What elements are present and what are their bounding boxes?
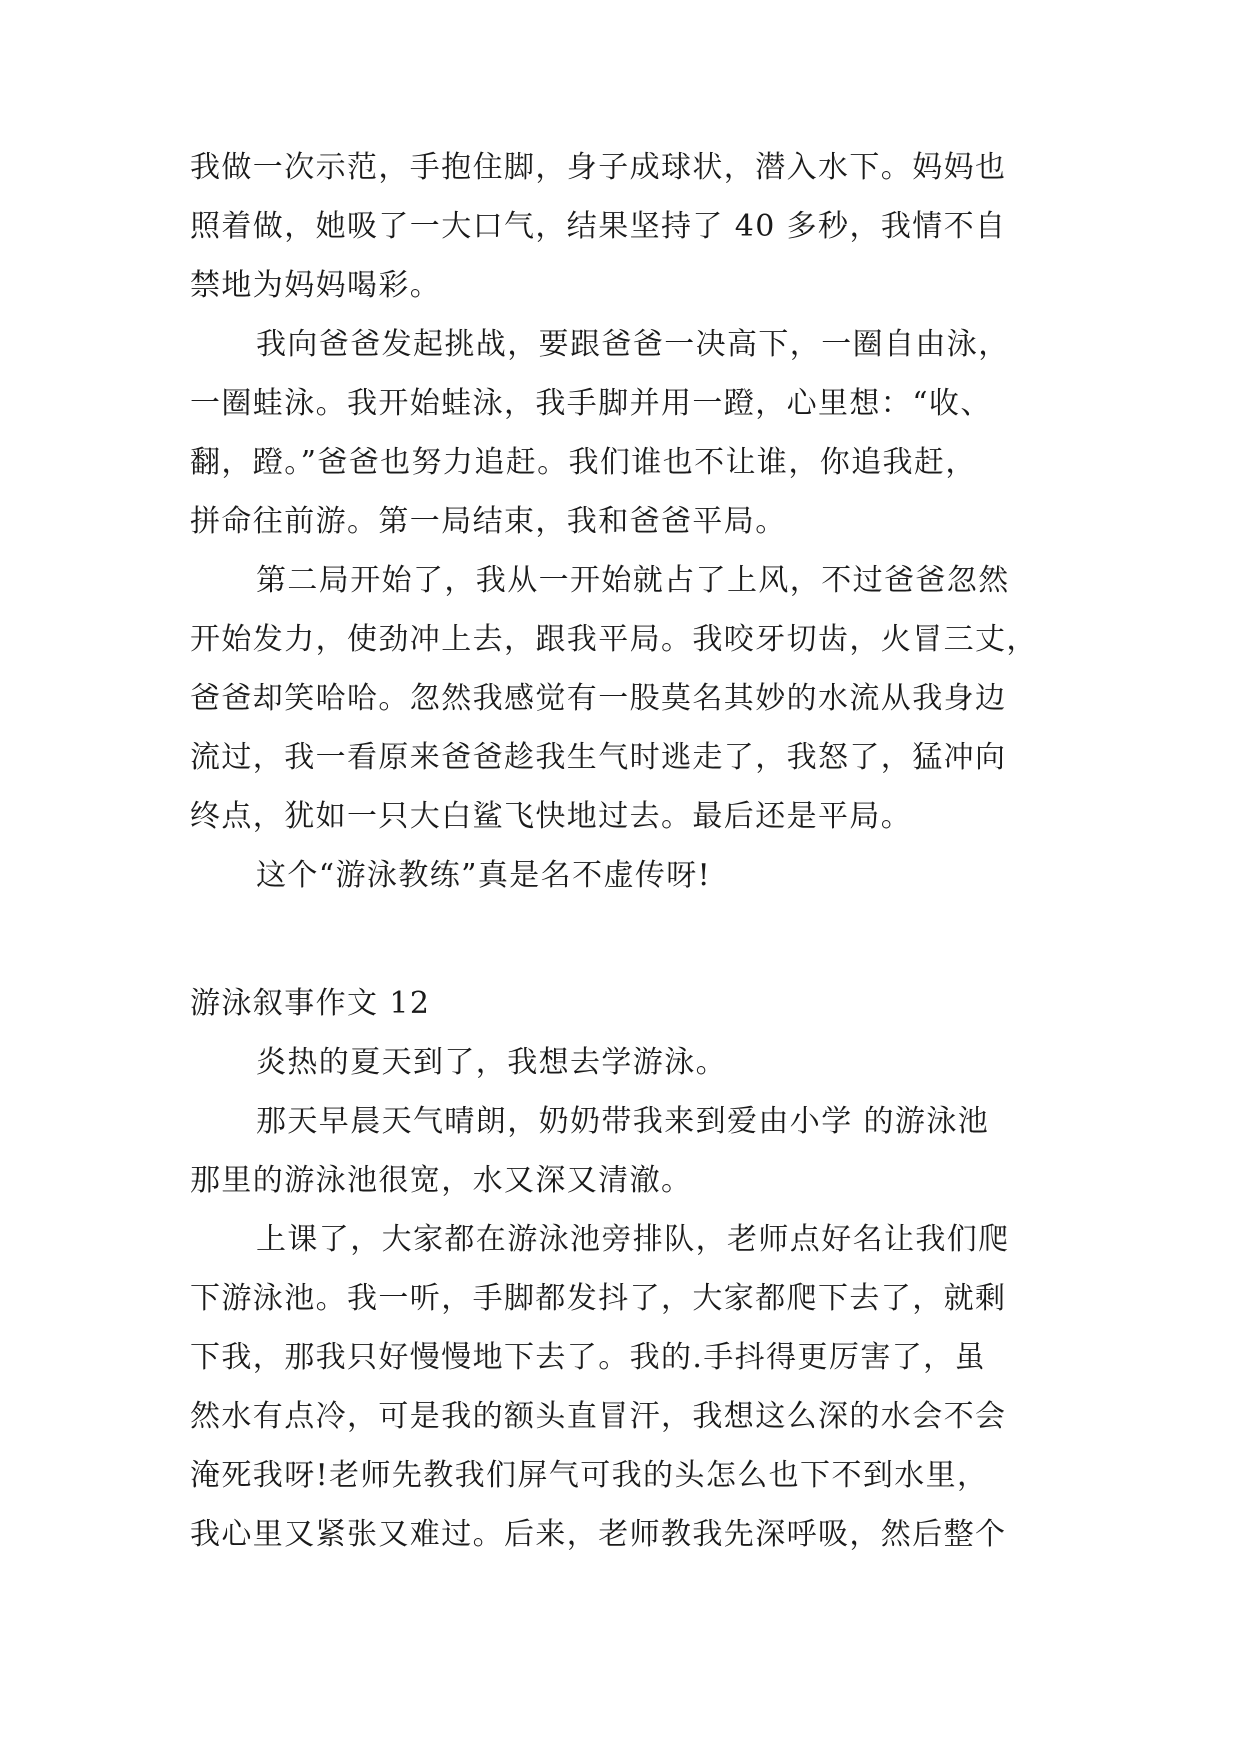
text-line: 这个“游泳教练”真是名不虚传呀!: [256, 858, 712, 893]
text-line: 我向爸爸发起挑战，要跟爸爸一决高下，一圈自由泳，: [256, 327, 1010, 362]
text-line: 第二局开始了，我从一开始就占了上风，不过爸爸忽然: [256, 563, 1010, 598]
section2-body: [190, 1033, 1052, 1564]
text-line: 下我，那我只好慢慢地下去了。我的.手抖得更厉害了，虽: [190, 1340, 986, 1375]
text-line: 一圈蛙泳。我开始蛙泳，我手脚并用一蹬，心里想：“收、: [190, 386, 992, 421]
text-line: 淹死我呀!老师先教我们屏气可我的头怎么也下不到水里，: [190, 1458, 989, 1493]
text-line: 流过，我一看原来爸爸趁我生气时逃走了，我怒了，猛冲向: [190, 740, 1007, 775]
text-line: 下游泳池。我一听，手脚都发抖了，大家都爬下去了，就剩: [190, 1281, 1007, 1316]
text-line: 开始发力，使劲冲上去，跟我平局。我咬牙切齿，火冒三丈，: [190, 622, 1038, 657]
text-line: 拼命往前游。第一局结束，我和爸爸平局。: [190, 504, 787, 539]
text-line: 上课了，大家都在游泳池旁排队，老师点好名让我们爬: [256, 1222, 1010, 1257]
text-line: 那天早晨天气晴朗，奶奶带我来到爱由小学 的游泳池: [256, 1104, 990, 1139]
text-line: 然水有点冷，可是我的额头直冒汗，我想这么深的水会不会: [190, 1399, 1007, 1434]
text-line: 翻，蹬。”爸爸也努力追赶。我们谁也不让谁，你追我赶，: [190, 445, 977, 480]
text-line: 终点，犹如一只大白鲨飞快地过去。最后还是平局。: [190, 799, 913, 834]
text-line: 炎热的夏天到了，我想去学游泳。: [256, 1045, 727, 1080]
text-line: 那里的游泳池很宽，水又深又清澈。: [190, 1163, 693, 1198]
text-line: 照着做，她吸了一大口气，结果坚持了 40 多秒，我情不自: [190, 209, 1007, 244]
text-line: 爸爸却笑哈哈。忽然我感觉有一股莫名其妙的水流从我身边: [190, 681, 1007, 716]
section-title: 游泳叙事作文 12: [190, 986, 431, 1021]
section1-body: [190, 138, 1052, 905]
text-line: 我做一次示范，手抱住脚，身子成球状，潜入水下。妈妈也: [190, 150, 1007, 185]
text-line: 我心里又紧张又难过。后来，老师教我先深呼吸，然后整个: [190, 1517, 1007, 1552]
text-line: 禁地为妈妈喝彩。: [190, 268, 442, 303]
